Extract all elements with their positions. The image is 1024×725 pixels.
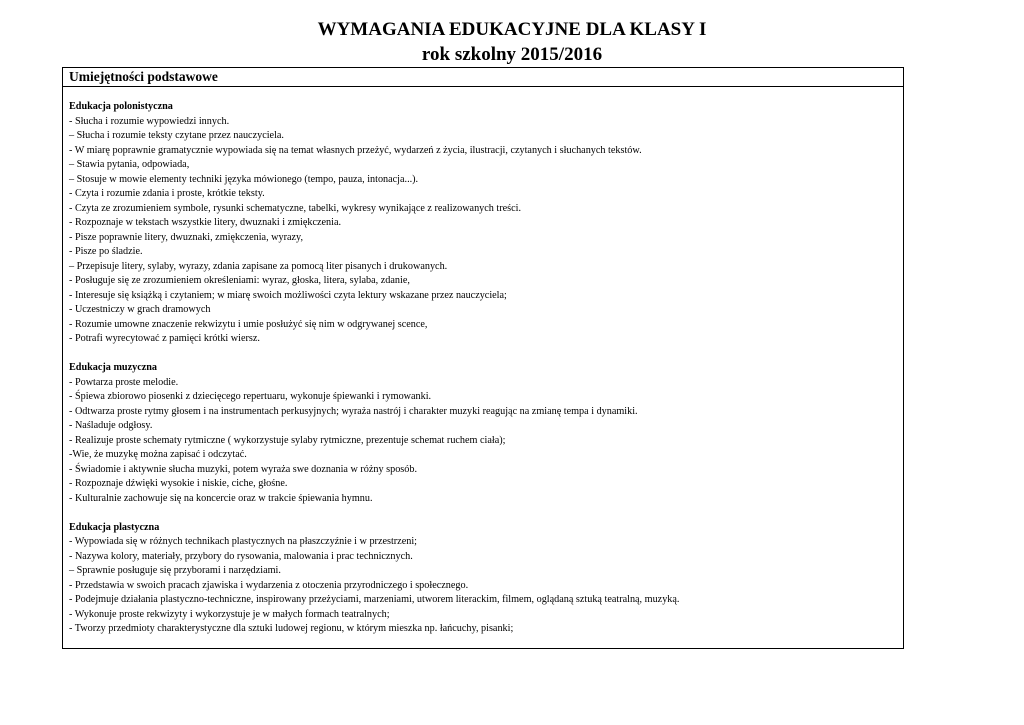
list-item: – Stawia pytania, odpowiada, <box>69 159 190 170</box>
school-year: rok szkolny 2015/2016 <box>421 44 603 65</box>
list-item: - Potrafi wyrecytować z pamięci krótki wiersz. <box>69 333 260 344</box>
list-item: – Słucha i rozumie teksty czytane przez nauczyciela. <box>69 130 284 141</box>
list-item: - Świadomie i aktywnie słucha muzyki, potem wyraża swe doznania w różny sposób. <box>69 463 417 475</box>
list-item: - Rozpoznaje dźwięki wysokie i niskie, ciche, głośne. <box>69 478 288 489</box>
section-title: Edukacja muzyczna <box>69 362 158 373</box>
list-item: - Wykonuje proste rekwizyty i wykorzystuje je w małych formach teatralnych; <box>69 608 390 620</box>
list-item: - Rozumie umowne znaczenie rekwizytu i umie posłużyć się nim w odgrywanej scence, <box>69 318 428 330</box>
list-item: – Sprawnie posługuje się przyborami i narzędziami. <box>69 565 281 576</box>
list-item: - Rozpoznaje w tekstach wszystkie litery, dwuznaki i zmiękczenia. <box>69 217 342 228</box>
list-item: - Pisze po śladzie. <box>69 246 143 257</box>
list-item: - Powtarza proste melodie. <box>69 376 179 388</box>
list-item: - Posługuje się ze zrozumieniem określeniami: wyraz, głoska, litera, sylaba, zdanie, <box>69 275 410 286</box>
list-item: - Wypowiada się w różnych technikach plastycznych na płaszczyźnie i w przestrzeni; <box>69 536 417 547</box>
section-title: Edukacja polonistyczna <box>69 101 173 112</box>
list-item: – Stosuje w mowie elementy techniki języka mówionego (tempo, pauza, intonacja...). <box>69 173 419 185</box>
list-item: - Śpiewa zbiorowo piosenki z dziecięcego repertuaru, wykonuje śpiewanki i rymowanki. <box>69 391 432 402</box>
list-item: - Słucha i rozumie wypowiedzi innych. <box>69 115 230 127</box>
list-item: - W miarę poprawnie gramatycznie wypowiada się na temat własnych przeżyć, wydarzeń z życia, ilustracji, czytanych i słuchanych tekstów. <box>69 144 642 156</box>
list-item: - Uczestniczy w grach dramowych <box>69 304 211 315</box>
section-gap <box>69 506 903 521</box>
list-item: - Nazywa kolory, materiały, przybory do rysowania, malowania i prac technicznych. <box>69 550 413 562</box>
list-item: - Czyta ze zrozumieniem symbole, rysunki schematyczne, tabelki, wykresy wynikające z realizowanych treści. <box>69 202 522 214</box>
table-content <box>63 87 903 637</box>
section-title: Edukacja plastyczna <box>69 521 160 533</box>
list-item: - Przedstawia w swoich pracach zjawiska i wydarzenia z otoczenia przyrodniczego i społecznego. <box>69 579 469 591</box>
list-item: – Przepisuje litery, sylaby, wyrazy, zdania zapisane za pomocą liter pisanych i drukowanych. <box>69 260 448 272</box>
list-item: - Odtwarza proste rytmy głosem i na instrumentach perkusyjnych; wyraża nastrój i charakter muzyki reagując na zmianę tempa i dynamiki. <box>69 405 638 417</box>
list-item: - Pisze poprawnie litery, dwuznaki, zmiękczenia, wyrazy, <box>69 231 304 243</box>
list-item: - Interesuje się książką i czytaniem; w miarę swoich możliwości czyta lektury wskazane przez nauczyciela; <box>69 289 507 301</box>
list-item: -Wie, że muzykę można zapisać i odczytać. <box>69 449 247 460</box>
list-item: - Kulturalnie zachowuje się na koncercie oraz w trakcie śpiewania hymnu. <box>69 492 373 504</box>
document-title: WYMAGANIA EDUKACYJNE DLA KLASY I <box>317 19 707 40</box>
requirements-table <box>62 67 904 649</box>
list-item: - Tworzy przedmioty charakterystyczne dla sztuki ludowej regionu, w którym mieszka np. łańcuchy, pisanki; <box>69 623 514 634</box>
table-header: Umiejętności podstawowe <box>63 68 903 87</box>
list-item: - Naśladuje odgłosy. <box>69 420 153 431</box>
list-item: - Realizuje proste schematy rytmiczne ( wykorzystuje sylaby rytmiczne, prezentuje schemat ruchem ciała); <box>69 434 506 446</box>
list-item: - Podejmuje działania plastyczno-techniczne, inspirowany przeżyciami, marzeniami, utworem literackim, filmem, oglądaną sztuką teatralną, muzyką. <box>69 594 680 605</box>
list-item: - Czyta i rozumie zdania i proste, krótkie teksty. <box>69 188 265 199</box>
section-gap <box>69 347 903 362</box>
